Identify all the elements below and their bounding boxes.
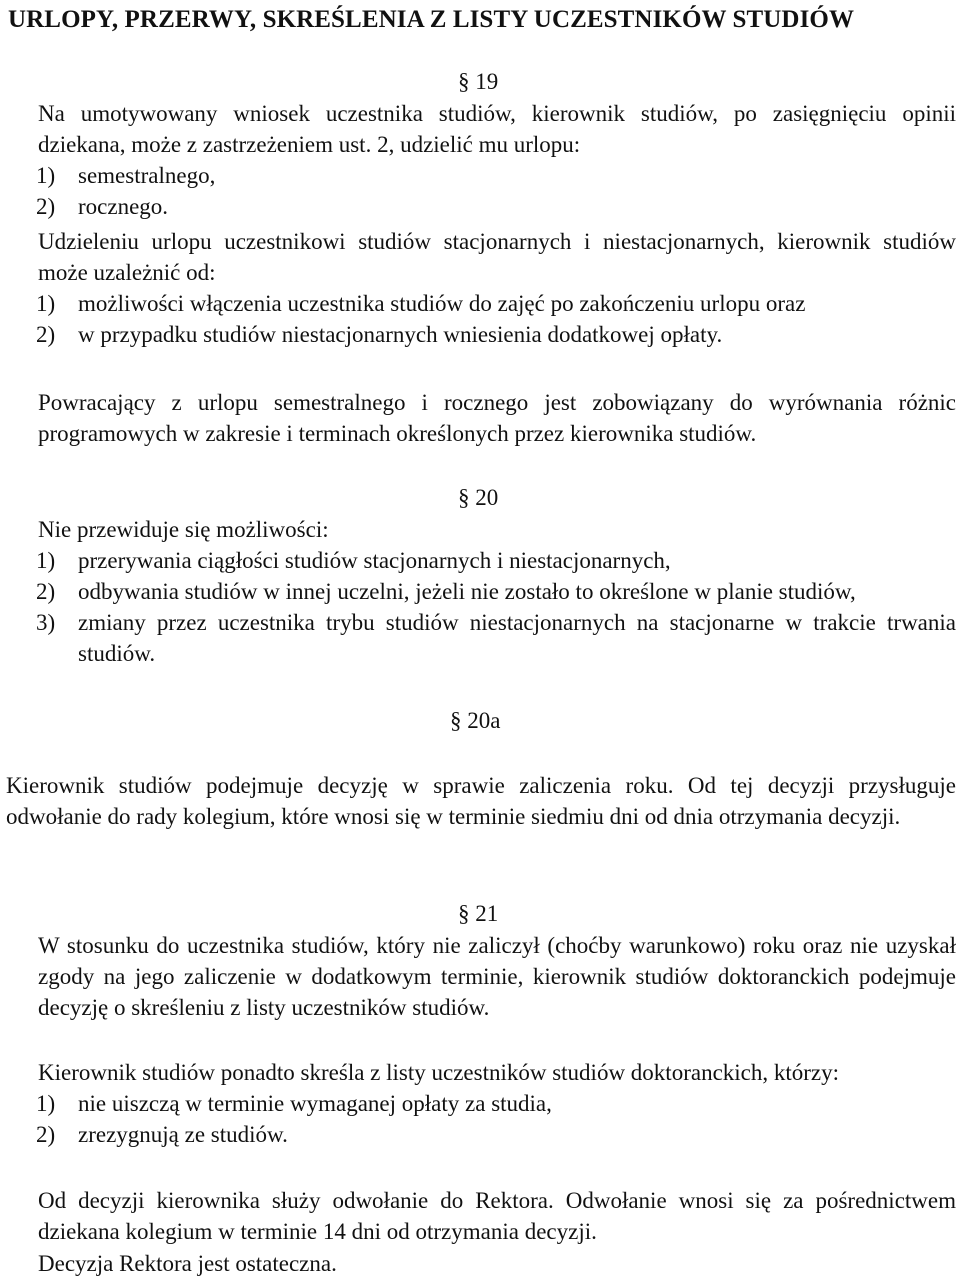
section-19-paragraph-1 xyxy=(6,98,956,222)
paragraph-number xyxy=(6,1185,38,1216)
item-number: 1) xyxy=(36,163,56,188)
item-text: nie uiszczą w terminie wymaganej opłaty za studia, xyxy=(78,1091,552,1116)
paragraph-text: Od decyzji kierownika służy odwołanie do Rektora. Odwołanie wnosi się za pośrednictwem dziekana kolegium w terminie 14 dni od otrzymania decyzji. xyxy=(38,1188,956,1244)
document-title: URLOPY, PRZERWY, SKREŚLENIA Z LISTY UCZESTNIKÓW STUDIÓW xyxy=(8,6,855,33)
paragraph-text: Kierownik studiów ponadto skreśla z listy uczestników studiów doktoranckich, którzy: xyxy=(38,1060,840,1085)
item-number: 1) xyxy=(36,291,56,316)
paragraph-text: Udzieleniu urlopu uczestnikowi studiów stacjonarnych i niestacjonarnych, kierownik studiów może uzależnić od: xyxy=(38,229,956,285)
item-text: w przypadku studiów niestacjonarnych wniesienia dodatkowej opłaty. xyxy=(78,322,723,347)
paragraph-number xyxy=(6,387,38,418)
section-19-heading: § 19 xyxy=(458,69,499,94)
paragraph-number xyxy=(6,226,38,257)
section-20-heading: § 20 xyxy=(458,485,499,510)
item-text: zmiany przez uczestnika trybu studiów niestacjonarnych na stacjonarne w trakcie trwania studiów. xyxy=(78,610,956,666)
paragraph-text: Kierownik studiów podejmuje decyzję w sprawie zaliczenia roku. Od tej decyzji przysługuje odwołanie do rady kolegium, które wnosi się w terminie siedmiu dni od dnia otrzymania decyzji. xyxy=(6,773,956,829)
section-21-paragraph-4 xyxy=(6,1248,956,1279)
item-number: 2) xyxy=(36,194,56,219)
item-text: semestralnego, xyxy=(78,163,216,188)
item-number: 1) xyxy=(36,548,56,573)
item-number: 2) xyxy=(36,322,56,347)
item-text: zrezygnują ze studiów. xyxy=(78,1122,288,1147)
paragraph-number xyxy=(6,98,38,129)
section-21-paragraph-1 xyxy=(6,930,956,1023)
section-19-paragraph-3 xyxy=(6,387,956,449)
paragraph-text: W stosunku do uczestnika studiów, który nie zaliczył (choćby warunkowo) roku oraz nie uzyskał zgody na jego zaliczenie w dodatkowym terminie, kierownik studiów doktoranckich podejmuje decyzję o skreśleniu z listy uczestników studiów. xyxy=(38,933,956,1020)
section-20a-heading: § 20a xyxy=(450,708,501,733)
item-number: 3) xyxy=(36,610,56,635)
item-text: możliwości włączenia uczestnika studiów do zajęć po zakończeniu urlopu oraz xyxy=(78,291,806,316)
item-number: 2) xyxy=(36,1122,56,1147)
paragraph-number xyxy=(6,1248,38,1279)
item-number: 2) xyxy=(36,579,56,604)
section-21-heading: § 21 xyxy=(458,901,499,926)
item-text: odbywania studiów w innej uczelni, jeżeli nie zostało to określone w planie studiów, xyxy=(78,579,856,604)
paragraph-text: Decyzja Rektora jest ostateczna. xyxy=(38,1251,337,1276)
paragraph-text: Nie przewiduje się możliwości: xyxy=(38,517,329,542)
paragraph-number xyxy=(6,1057,38,1088)
paragraph-text: Na umotywowany wniosek uczestnika studiów, kierownik studiów, po zasięgnięciu opinii dziekana, może z zastrzeżeniem ust. 2, udzielić mu urlopu: xyxy=(38,101,956,157)
section-21-paragraph-3 xyxy=(6,1185,956,1247)
paragraph-number xyxy=(6,514,38,545)
item-number: 1) xyxy=(36,1091,56,1116)
section-19-paragraph-2 xyxy=(6,226,956,350)
section-21-paragraph-2 xyxy=(6,1057,956,1150)
paragraph-text: Powracający z urlopu semestralnego i rocznego jest zobowiązany do wyrównania różnic programowych w zakresie i terminach określonych przez kierownika studiów. xyxy=(38,390,956,446)
section-20a-paragraph xyxy=(6,770,956,832)
paragraph-number xyxy=(6,930,38,961)
section-20-paragraph-1 xyxy=(6,514,956,669)
item-text: przerywania ciągłości studiów stacjonarnych i niestacjonarnych, xyxy=(78,548,671,573)
item-text: rocznego. xyxy=(78,194,169,219)
